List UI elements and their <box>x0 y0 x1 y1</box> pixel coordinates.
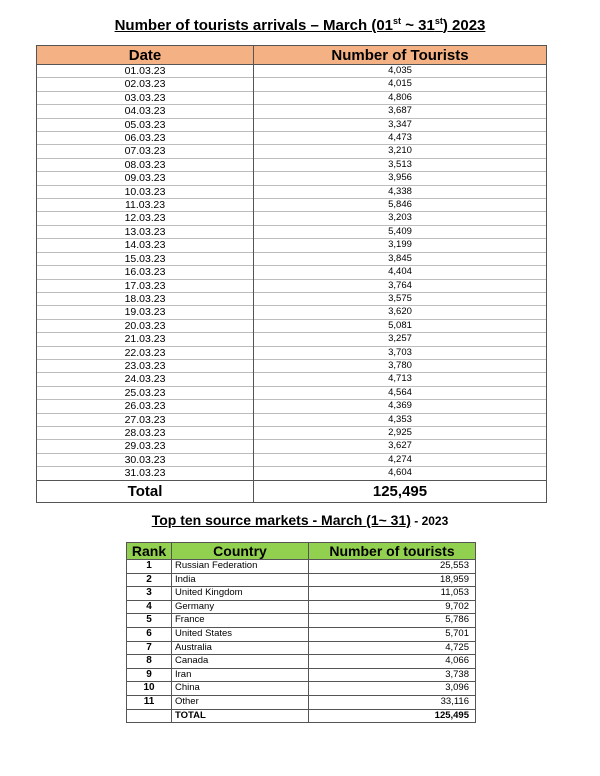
tourist-count-cell: 4,035 <box>254 65 547 78</box>
country-cell: United Kingdom <box>172 587 309 601</box>
date-cell: 17.03.23 <box>37 279 254 292</box>
table-row <box>37 172 547 185</box>
date-cell: 12.03.23 <box>37 212 254 225</box>
market-count-cell: 3,738 <box>309 668 476 682</box>
tourist-count-cell: 3,575 <box>254 292 547 305</box>
date-cell: 07.03.23 <box>37 145 254 158</box>
table-row <box>37 158 547 171</box>
arrivals-total-row <box>37 480 547 502</box>
arrivals-header-row <box>37 46 547 65</box>
date-cell: 15.03.23 <box>37 252 254 265</box>
tourist-count-cell: 3,347 <box>254 118 547 131</box>
date-cell: 09.03.23 <box>37 172 254 185</box>
tourist-count-cell: 4,713 <box>254 373 547 386</box>
tourist-count-cell: 3,513 <box>254 158 547 171</box>
date-cell: 02.03.23 <box>37 78 254 91</box>
tourist-count-cell: 4,369 <box>254 400 547 413</box>
market-count-cell: 18,959 <box>309 573 476 587</box>
table-row <box>127 600 476 614</box>
table-row <box>37 199 547 212</box>
market-count-cell: 5,786 <box>309 614 476 628</box>
tourist-count-cell: 3,627 <box>254 440 547 453</box>
markets-header-row <box>127 543 476 560</box>
tourist-count-cell: 5,846 <box>254 199 547 212</box>
country-cell: United States <box>172 627 309 641</box>
table-row <box>127 668 476 682</box>
date-cell: 11.03.23 <box>37 199 254 212</box>
table-row <box>127 560 476 574</box>
date-cell: 26.03.23 <box>37 400 254 413</box>
country-cell: Iran <box>172 668 309 682</box>
market-count-cell: 9,702 <box>309 600 476 614</box>
table-row <box>37 440 547 453</box>
arrivals-title: Number of tourists arrivals – March (01st ~ 31st) 2023 <box>114 16 486 34</box>
table-row <box>127 627 476 641</box>
table-row <box>127 641 476 655</box>
tourist-count-cell: 4,473 <box>254 132 547 145</box>
date-cell: 16.03.23 <box>37 266 254 279</box>
rank-cell: 9 <box>127 668 172 682</box>
date-cell: 13.03.23 <box>37 225 254 238</box>
date-cell: 08.03.23 <box>37 158 254 171</box>
total-value: 125,495 <box>254 480 547 502</box>
table-row <box>37 400 547 413</box>
rank-cell: 3 <box>127 587 172 601</box>
table-row <box>37 78 547 91</box>
country-cell: Germany <box>172 600 309 614</box>
tourist-count-cell: 4,338 <box>254 185 547 198</box>
table-row <box>37 292 547 305</box>
rank-cell: 4 <box>127 600 172 614</box>
table-row <box>37 145 547 158</box>
date-cell: 22.03.23 <box>37 346 254 359</box>
table-row <box>37 118 547 131</box>
table-row <box>37 266 547 279</box>
table-row <box>37 65 547 78</box>
date-cell: 29.03.23 <box>37 440 254 453</box>
country-cell: Canada <box>172 655 309 669</box>
table-row <box>37 279 547 292</box>
date-cell: 10.03.23 <box>37 185 254 198</box>
markets-total-row <box>127 709 476 723</box>
date-cell: 27.03.23 <box>37 413 254 426</box>
date-cell: 31.03.23 <box>37 467 254 480</box>
market-count-cell: 4,725 <box>309 641 476 655</box>
table-row <box>127 695 476 709</box>
date-cell: 21.03.23 <box>37 333 254 346</box>
date-cell: 14.03.23 <box>37 239 254 252</box>
date-cell: 25.03.23 <box>37 386 254 399</box>
date-cell: 01.03.23 <box>37 65 254 78</box>
table-row <box>37 333 547 346</box>
date-cell: 04.03.23 <box>37 105 254 118</box>
table-row <box>37 359 547 372</box>
market-count-cell: 11,053 <box>309 587 476 601</box>
table-row <box>37 239 547 252</box>
country-cell: Australia <box>172 641 309 655</box>
rank-cell: 8 <box>127 655 172 669</box>
table-row <box>127 587 476 601</box>
table-row <box>37 319 547 332</box>
tourist-count-cell: 3,764 <box>254 279 547 292</box>
country-cell: Russian Federation <box>172 560 309 574</box>
tourist-count-cell: 4,404 <box>254 266 547 279</box>
tourist-count-cell: 3,956 <box>254 172 547 185</box>
rank-column-header: Rank <box>127 543 172 560</box>
table-row <box>127 573 476 587</box>
table-row <box>127 614 476 628</box>
tourist-count-cell: 4,274 <box>254 453 547 466</box>
tourist-count-cell: 3,780 <box>254 359 547 372</box>
date-cell: 30.03.23 <box>37 453 254 466</box>
date-cell: 06.03.23 <box>37 132 254 145</box>
market-count-cell: 25,553 <box>309 560 476 574</box>
markets-title: Top ten source markets - March (1~ 31) - 2023 <box>151 512 449 528</box>
tourist-count-cell: 3,687 <box>254 105 547 118</box>
country-cell: China <box>172 682 309 696</box>
tourist-count-cell: 3,257 <box>254 333 547 346</box>
date-cell: 05.03.23 <box>37 118 254 131</box>
markets-total-value: 125,495 <box>309 709 476 723</box>
market-count-cell: 5,701 <box>309 627 476 641</box>
rank-cell: 10 <box>127 682 172 696</box>
tourist-count-cell: 3,845 <box>254 252 547 265</box>
table-row <box>37 91 547 104</box>
table-row <box>37 306 547 319</box>
markets-table <box>126 542 476 723</box>
date-cell: 03.03.23 <box>37 91 254 104</box>
table-row <box>37 132 547 145</box>
date-cell: 24.03.23 <box>37 373 254 386</box>
market-count-cell: 4,066 <box>309 655 476 669</box>
date-cell: 18.03.23 <box>37 292 254 305</box>
tourist-count-cell: 3,210 <box>254 145 547 158</box>
table-row <box>37 467 547 480</box>
rank-cell: 1 <box>127 560 172 574</box>
tourist-count-cell: 4,806 <box>254 91 547 104</box>
rank-cell: 5 <box>127 614 172 628</box>
arrivals-table <box>36 45 547 503</box>
tourist-count-cell: 5,409 <box>254 225 547 238</box>
markets-total-label: TOTAL <box>172 709 309 723</box>
market-count-cell: 33,116 <box>309 695 476 709</box>
country-cell: India <box>172 573 309 587</box>
table-row <box>37 346 547 359</box>
table-row <box>127 682 476 696</box>
country-column-header: Country <box>172 543 309 560</box>
table-row <box>37 426 547 439</box>
empty-cell <box>127 709 172 723</box>
tourists-column-header: Number of Tourists <box>254 46 547 65</box>
country-cell: France <box>172 614 309 628</box>
tourist-count-cell: 2,925 <box>254 426 547 439</box>
market-count-cell: 3,096 <box>309 682 476 696</box>
date-cell: 19.03.23 <box>37 306 254 319</box>
rank-cell: 6 <box>127 627 172 641</box>
rank-cell: 2 <box>127 573 172 587</box>
table-row <box>37 386 547 399</box>
tourist-count-cell: 3,199 <box>254 239 547 252</box>
table-row <box>127 655 476 669</box>
tourist-count-cell: 3,620 <box>254 306 547 319</box>
tourist-count-cell: 5,081 <box>254 319 547 332</box>
country-cell: Other <box>172 695 309 709</box>
tourist-count-cell: 4,015 <box>254 78 547 91</box>
date-cell: 28.03.23 <box>37 426 254 439</box>
table-row <box>37 373 547 386</box>
rank-cell: 11 <box>127 695 172 709</box>
tourist-count-cell: 4,604 <box>254 467 547 480</box>
date-cell: 23.03.23 <box>37 359 254 372</box>
tourist-count-cell: 4,353 <box>254 413 547 426</box>
table-row <box>37 413 547 426</box>
date-cell: 20.03.23 <box>37 319 254 332</box>
total-label: Total <box>37 480 254 502</box>
rank-cell: 7 <box>127 641 172 655</box>
tourist-count-cell: 3,703 <box>254 346 547 359</box>
tourist-count-cell: 4,564 <box>254 386 547 399</box>
market-tourists-column-header: Number of tourists <box>309 543 476 560</box>
table-row <box>37 453 547 466</box>
table-row <box>37 225 547 238</box>
table-row <box>37 185 547 198</box>
table-row <box>37 212 547 225</box>
table-row <box>37 105 547 118</box>
date-column-header: Date <box>37 46 254 65</box>
tourist-count-cell: 3,203 <box>254 212 547 225</box>
table-row <box>37 252 547 265</box>
